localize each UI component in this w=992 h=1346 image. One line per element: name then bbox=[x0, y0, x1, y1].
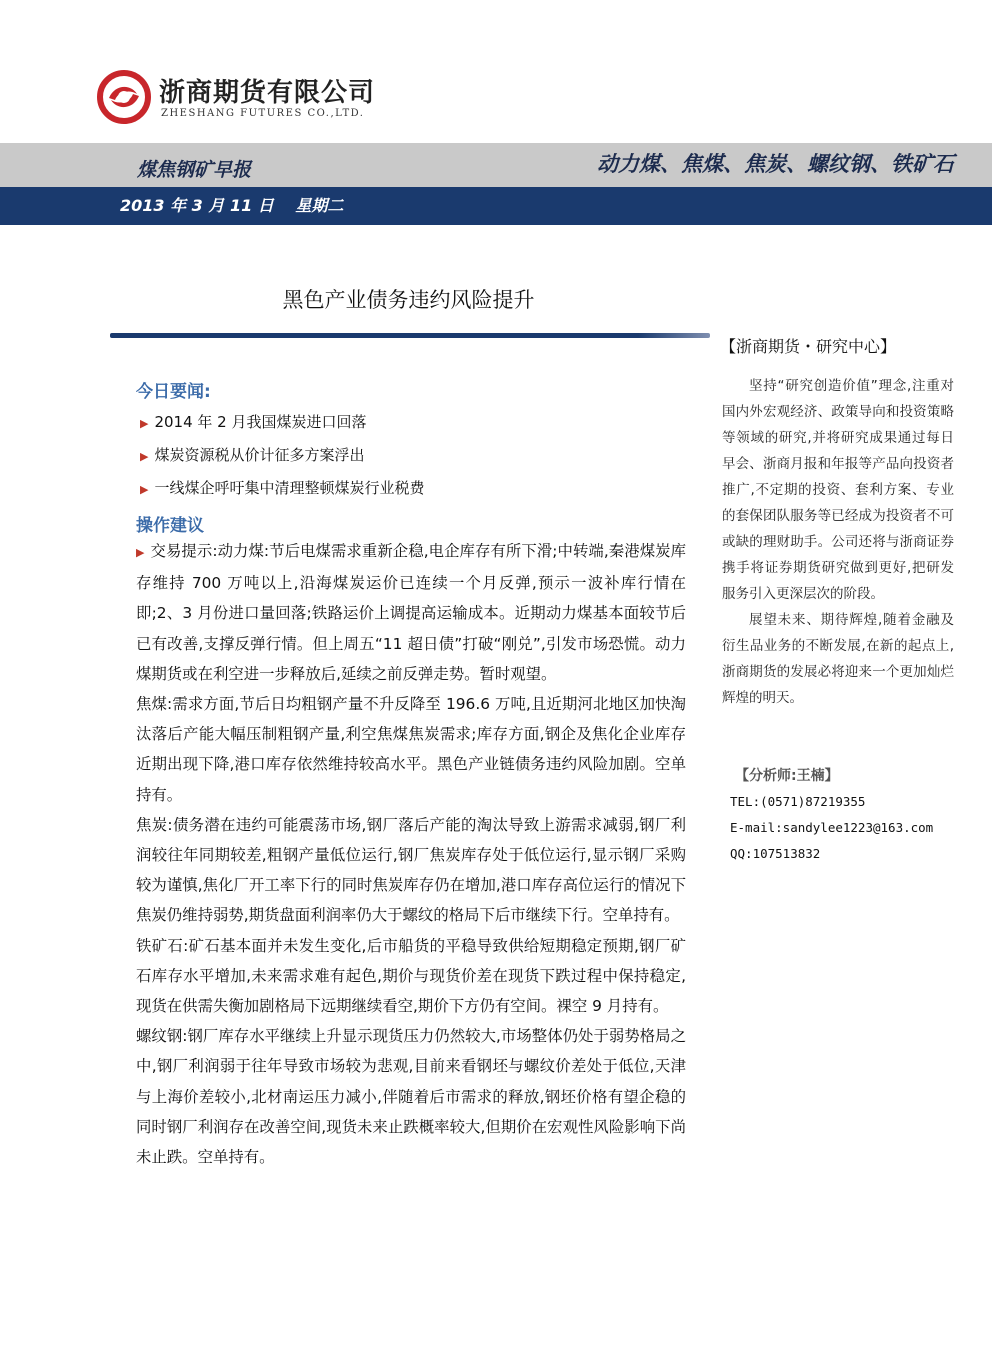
report-date bbox=[120, 193, 343, 216]
sidebar-paragraph: 展望未来、期待辉煌,随着金融及衍生品业务的不断发展,在新的起点上,浙商期货的发展必将迎来一个更加灿烂辉煌的明天。 bbox=[722, 612, 954, 706]
contact-qq: QQ:107513832 bbox=[730, 846, 821, 861]
company-logo bbox=[97, 70, 397, 130]
company-name-en: ZHESHANG FUTURES CO.,LTD. bbox=[161, 108, 365, 119]
sidebar-paragraph: 坚持“研究创造价值”理念,注重对国内外宏观经济、政策导向和投资策略等领域的研究,并将研究成果通过每日早会、浙商月报和年报等产品向投资者推广,不定期的投资、套利方案、专业的套保团队服务等已经成为投资者不可或缺的理财助手。公司还将与浙商证券携手将证券期货研究做到更好,把研发服务引入更深层次的阶段。 bbox=[722, 378, 954, 602]
weekday-text: 星期二 bbox=[295, 196, 344, 215]
triangle-bullet-icon: ▶ bbox=[136, 546, 145, 559]
list-item: ▶ 2014 年 2 月我国煤炭进口回落 bbox=[140, 413, 367, 431]
sidebar-intro bbox=[722, 373, 954, 711]
triangle-bullet-icon: ▶ bbox=[140, 483, 149, 496]
contact-email: E-mail:sandylee1223@163.com bbox=[730, 820, 934, 835]
triangle-bullet-icon: ▶ bbox=[140, 417, 149, 430]
list-item: ▶ 煤炭资源税从价计征多方案浮出 bbox=[140, 446, 365, 464]
advice-paragraph: 铁矿石:矿石基本面并未发生变化,后市船货的平稳导致供给短期稳定预期,钢厂矿石库存水平增加,未来需求难有起色,期价与现货价差在现货下跌过程中保持稳定,现货在供需失衡加剧格局下远期继续看空,期价下方仍有空间。裸空 9 月持有。 bbox=[136, 936, 686, 1016]
analyst-label: 【分析师:王楠】 bbox=[735, 768, 839, 784]
advice-section-title: 操作建议 bbox=[136, 516, 204, 536]
headline-divider bbox=[110, 333, 710, 338]
report-name: 煤焦钢矿早报 bbox=[137, 159, 252, 181]
contact-tel: TEL:(0571)87219355 bbox=[730, 794, 866, 809]
company-logo-icon bbox=[97, 70, 151, 124]
advice-paragraph: 螺纹钢:钢厂库存水平继续上升显示现货压力仍然较大,市场整体仍处于弱势格局之中,钢厂利润弱于往年导致市场较为悲观,目前来看钢坯与螺纹价差处于低位,天津与上海价差较小,北材南运压力减小,伴随着后市需求的释放,钢坯价格有望企稳的同时钢厂利润存在改善空间,现货未来止跌概率较大,但期价在宏观性风险影响下尚未止跌。空单持有。 bbox=[136, 1027, 686, 1167]
commodities-list: 动力煤、焦煤、焦炭、螺纹钢、铁矿石 bbox=[597, 152, 954, 176]
news-section-title: 今日要闻: bbox=[136, 382, 211, 402]
list-item: ▶ 一线煤企呼吁集中清理整顿煤炭行业税费 bbox=[140, 479, 425, 497]
advice-paragraph: 焦煤:需求方面,节后日均粗钢产量不升反降至 196.6 万吨,且近期河北地区加快淘汰落后产能大幅压制粗钢产量,利空焦煤焦炭需求;库存方面,钢企及焦化企业库存近期出现下降,港口库存依然维持较高水平。黑色产业链债务违约风险加剧。空单持有。 bbox=[136, 695, 686, 804]
date-text: 2013 年 3 月 11 日 bbox=[120, 196, 274, 215]
advice-paragraph: ▶ 交易提示:动力煤:节后电煤需求重新企稳,电企库存有所下滑;中转端,秦港煤炭库存维持 700 万吨以上,沿海煤炭运价已连续一个月反弹,预示一波补库行情在即;2、3 月份进口量回落;铁路运价上调提高运输成本。近期动力煤基本面较节后已有改善,支撑反弹行情。但上周五“11 超日债”打破“刚兑”,引发市场恐慌。动力煤期货或在利空进一步释放后,延续之前反弹走势。暂时观望。 bbox=[136, 542, 686, 683]
triangle-bullet-icon: ▶ bbox=[140, 450, 149, 463]
sidebar-title: 【浙商期货・研究中心】 bbox=[720, 337, 897, 356]
news-list bbox=[140, 408, 424, 507]
page-title: 黑色产业债务违约风险提升 bbox=[282, 288, 535, 312]
advice-paragraph: 焦炭:债务潜在违约可能震荡市场,钢厂落后产能的淘汰导致上游需求减弱,钢厂利润较往年同期较差,粗钢产量低位运行,钢厂焦炭库存处于低位运行,显示钢厂采购较为谨慎,焦化厂开工率下行的同时焦炭库存仍在增加,港口库存高位运行的情况下焦炭仍维持弱势,期货盘面利润率仍大于螺纹的格局下后市继续下行。空单持有。 bbox=[136, 815, 686, 925]
company-name-cn: 浙商期货有限公司 bbox=[159, 78, 376, 108]
advice-body bbox=[136, 536, 686, 1172]
